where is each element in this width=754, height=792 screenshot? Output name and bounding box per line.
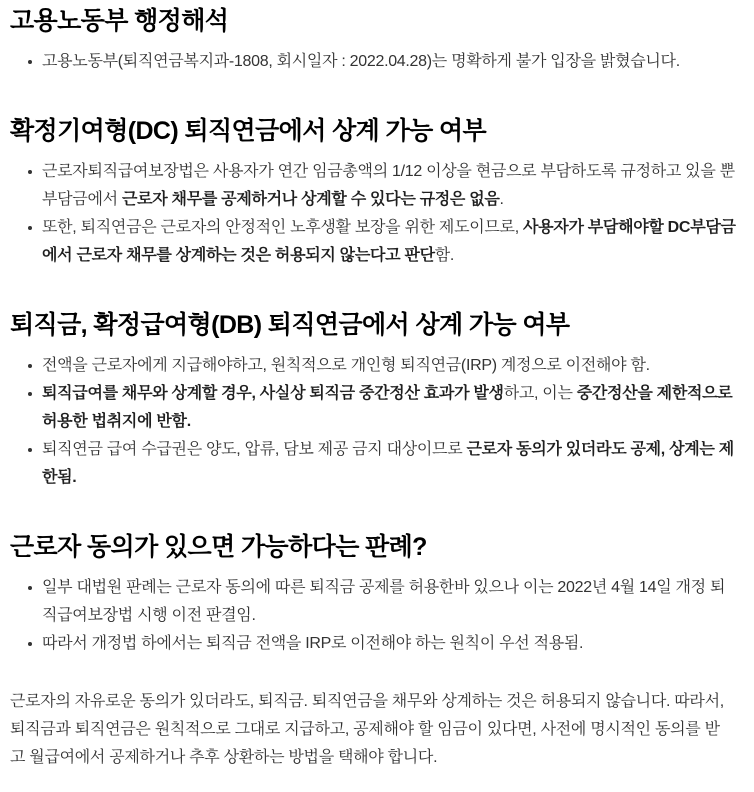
list-item [42,380,736,436]
list-item [42,352,736,380]
text-run-bold: 중간정산을 제한적으로 허용한 법취지에 반함. [42,385,733,430]
section-heading: 확정기여형(DC) 퇴직연금에서 상계 가능 여부 [10,117,487,145]
text-run: 퇴직연금 급여 수급권은 양도, 압류, 담보 제공 금지 대상이므로 [42,441,467,458]
section-heading: 퇴직금, 확정급여형(DB) 퇴직연금에서 상계 가능 여부 [10,311,570,339]
section-heading: 고용노동부 행정해석 [10,7,229,35]
text-run: 함. [434,247,455,264]
text-run: . [499,191,504,208]
bullet-list [10,48,740,76]
bullet-list [10,158,740,270]
section-heading: 근로자 동의가 있으면 가능하다는 판례? [10,533,427,561]
text-run-bold: 퇴직급여를 채무와 상계할 경우, 사실상 퇴직금 중간정산 효과가 발생 [42,385,504,402]
section-consent-precedent [10,532,740,658]
list-item [42,48,736,76]
text-run-bold: 근로자 채무를 공제하거나 상계할 수 있다는 규정은 없음 [121,191,500,208]
bullet-list [10,352,740,492]
list-item [42,574,736,630]
list-item [42,158,736,214]
text-run-bold: 사용자가 부담해야할 DC부담금에서 근로자 채무를 상계하는 것은 허용되지 않는다고 판단 [42,219,736,264]
section-dc-offset [10,116,740,270]
text-run: 근로자퇴직급여보장법은 사용자가 연간 임금총액의 1/12 이상을 현금으로 부담하도록 규정하고 있을 뿐 부담금에서 [42,163,735,208]
text-run: 하고, 이는 [503,385,577,402]
text-run: 전액을 근로자에게 지급해야하고, 원칙적으로 개인형 퇴직연금(IRP) 계정으로 이전해야 함. [42,357,650,374]
list-item [42,214,736,270]
text-run-bold: 근로자 동의가 있더라도 공제, 상계는 제한됨. [42,441,734,486]
text-run: 또한, 퇴직연금은 근로자의 안정적인 노후생활 보장을 위한 제도이므로, [42,219,523,236]
list-item [42,630,736,658]
closing-paragraph: 근로자의 자유로운 동의가 있더라도, 퇴직금. 퇴직연금을 채무와 상계하는 것은 허용되지 않습니다. 따라서, 퇴직금과 퇴직연금은 원칙적으로 그대로 지급하고, 공제해야 할 임금이 있다면, 사전에 명시적인 동의를 받고 월급여에서 공제하거나 추후 상환하는 방법을 택해야 합니다. [10,693,724,766]
text-run: 고용노동부(퇴직연금복지과-1808, 회시일자 : 2022.04.28)는 명확하게 불가 입장을 밝혔습니다. [42,53,680,70]
bullet-list [10,574,740,658]
section-moel-interpretation [10,6,740,76]
text-run: 일부 대법원 판례는 근로자 동의에 따른 퇴직금 공제를 허용한바 있으나 이는 2022년 4월 14일 개정 퇴직급여보장법 시행 이전 판결임. [42,579,726,624]
text-run: 따라서 개정법 하에서는 퇴직금 전액을 IRP로 이전해야 하는 원칙이 우선 적용됨. [42,635,584,652]
section-db-offset [10,310,740,492]
list-item [42,436,736,492]
